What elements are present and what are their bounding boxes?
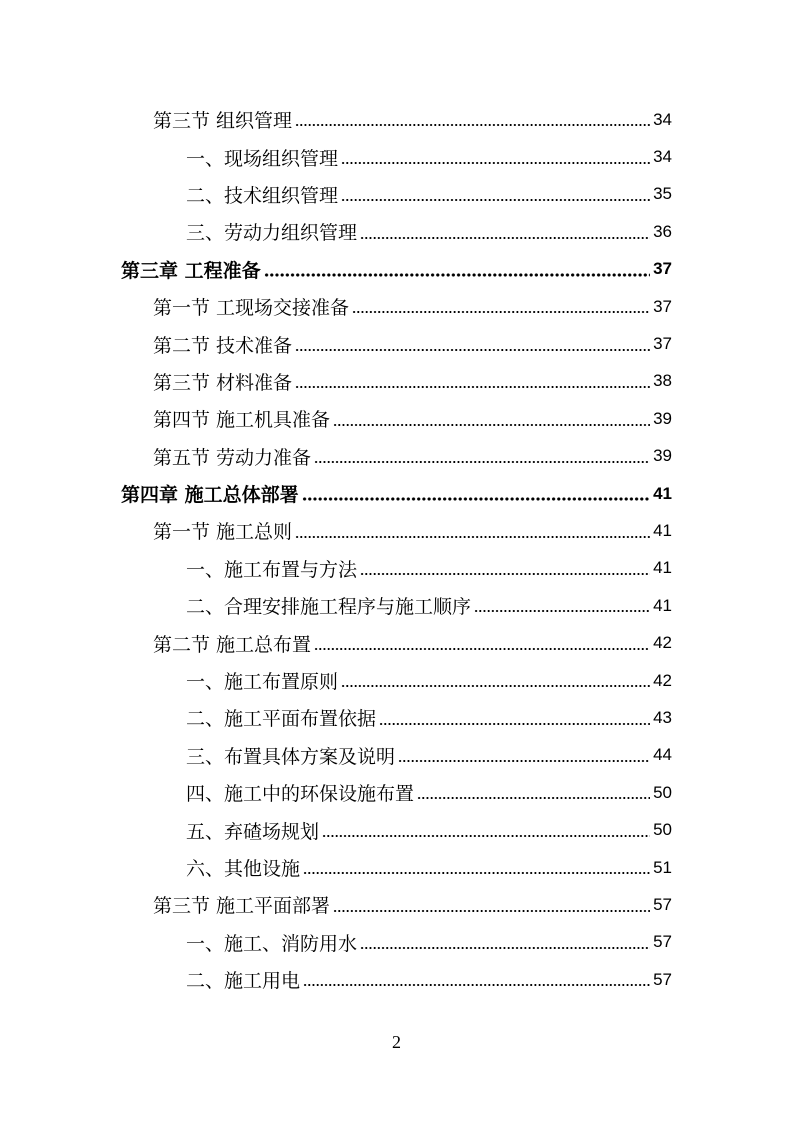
toc-entry-section[interactable] [0, 886, 793, 923]
toc-entry-label: 一、施工布置与方法 [186, 558, 358, 581]
toc-dot-leader [314, 647, 650, 651]
toc-entry-label: 三、劳动力组织管理 [186, 222, 358, 245]
toc-entry-section[interactable] [0, 288, 793, 325]
toc-entry-label: 第三节 组织管理 [153, 110, 293, 133]
toc-dot-leader [341, 198, 650, 202]
toc-entry-label: 第一节 工现场交接准备 [153, 297, 350, 320]
toc-entry-section[interactable] [0, 624, 793, 661]
toc-dot-leader [360, 946, 650, 950]
toc-entry-page: 42 [653, 633, 672, 653]
toc-entry-subsection[interactable] [0, 699, 793, 736]
page-number: 2 [392, 1032, 401, 1052]
toc-entry-subsection[interactable] [0, 550, 793, 587]
toc-entry-page: 43 [653, 707, 672, 727]
toc-entry-page: 37 [653, 334, 672, 354]
toc-dot-leader [295, 385, 650, 389]
toc-dot-leader [314, 460, 650, 464]
toc-entry-subsection[interactable] [0, 213, 793, 250]
toc-entry-chapter[interactable] [0, 475, 793, 512]
toc-entry-page: 41 [653, 558, 672, 578]
toc-entry-label: 三、布置具体方案及说明 [186, 745, 396, 768]
toc-entry-section[interactable] [0, 325, 793, 362]
toc-entry-page: 37 [653, 259, 672, 279]
toc-entry-page: 39 [653, 446, 672, 466]
toc-entry-page: 39 [653, 408, 672, 428]
toc-dot-leader [295, 123, 650, 127]
toc-dot-leader [303, 983, 650, 987]
toc-entry-chapter[interactable] [0, 251, 793, 288]
toc-entry-page: 36 [653, 221, 672, 241]
toc-entry-page: 51 [653, 857, 672, 877]
toc-entry-label: 第四节 施工机具准备 [153, 409, 331, 432]
toc-entry-label: 第一节 施工总则 [153, 521, 293, 544]
toc-entry-page: 38 [653, 371, 672, 391]
toc-entry-subsection[interactable] [0, 662, 793, 699]
toc-entry-label: 第三章 工程准备 [121, 259, 261, 282]
toc-entry-subsection[interactable] [0, 811, 793, 848]
toc-entry-subsection[interactable] [0, 961, 793, 998]
toc-entry-section[interactable] [0, 101, 793, 138]
toc-entry-label: 第三节 施工平面部署 [153, 895, 331, 918]
toc-entry-page: 57 [653, 969, 672, 989]
toc-entry-label: 二、技术组织管理 [186, 184, 339, 207]
toc-dot-leader [360, 572, 650, 576]
toc-entry-subsection[interactable] [0, 849, 793, 886]
toc-entry-subsection[interactable] [0, 774, 793, 811]
toc-entry-section[interactable] [0, 400, 793, 437]
toc-entry-section[interactable] [0, 363, 793, 400]
toc-entry-subsection[interactable] [0, 737, 793, 774]
toc-entry-page: 57 [653, 894, 672, 914]
toc-entry-label: 第四章 施工总体部署 [121, 484, 299, 507]
toc-dot-leader [352, 310, 650, 314]
toc-entry-label: 第二节 施工总布置 [153, 633, 312, 656]
table-of-contents [0, 101, 793, 998]
toc-entry-subsection[interactable] [0, 587, 793, 624]
toc-entry-label: 一、现场组织管理 [186, 147, 339, 170]
toc-entry-label: 四、施工中的环保设施布置 [186, 783, 415, 806]
toc-entry-page: 42 [653, 670, 672, 690]
toc-entry-subsection[interactable] [0, 176, 793, 213]
toc-entry-page: 41 [653, 520, 672, 540]
toc-entry-subsection[interactable] [0, 138, 793, 175]
toc-dot-leader [302, 497, 650, 501]
toc-dot-leader [322, 834, 650, 838]
toc-entry-page: 35 [653, 184, 672, 204]
toc-entry-subsection[interactable] [0, 924, 793, 961]
toc-dot-leader [264, 273, 650, 277]
toc-entry-page: 34 [653, 147, 672, 167]
toc-entry-label: 第三节 材料准备 [153, 371, 293, 394]
toc-entry-page: 37 [653, 296, 672, 316]
toc-dot-leader [341, 161, 650, 165]
toc-dot-leader [360, 236, 650, 240]
toc-entry-section[interactable] [0, 512, 793, 549]
toc-entry-page: 41 [653, 483, 672, 503]
toc-dot-leader [417, 796, 650, 800]
toc-entry-label: 一、施工布置原则 [186, 671, 339, 694]
toc-entry-label: 第二节 技术准备 [153, 334, 293, 357]
toc-dot-leader [333, 423, 650, 427]
toc-entry-label: 二、施工用电 [186, 970, 301, 993]
toc-entry-page: 50 [653, 782, 672, 802]
toc-entry-label: 二、合理安排施工程序与施工顺序 [186, 596, 472, 619]
toc-entry-page: 44 [653, 745, 672, 765]
toc-entry-label: 一、施工、消防用水 [186, 932, 358, 955]
toc-entry-section[interactable] [0, 438, 793, 475]
toc-dot-leader [379, 722, 650, 726]
toc-dot-leader [398, 759, 650, 763]
toc-dot-leader [295, 348, 650, 352]
toc-entry-page: 57 [653, 932, 672, 952]
toc-dot-leader [341, 684, 650, 688]
toc-entry-page: 41 [653, 595, 672, 615]
toc-entry-label: 二、施工平面布置依据 [186, 708, 377, 731]
toc-entry-label: 六、其他设施 [186, 858, 301, 880]
toc-entry-page: 50 [653, 820, 672, 840]
toc-dot-leader [474, 609, 650, 613]
toc-dot-leader [333, 909, 650, 913]
toc-entry-label: 五、弃碴场规划 [186, 820, 320, 843]
toc-dot-leader [303, 871, 650, 875]
toc-entry-page: 34 [653, 109, 672, 129]
toc-dot-leader [295, 535, 650, 539]
toc-entry-label: 第五节 劳动力准备 [153, 446, 312, 469]
